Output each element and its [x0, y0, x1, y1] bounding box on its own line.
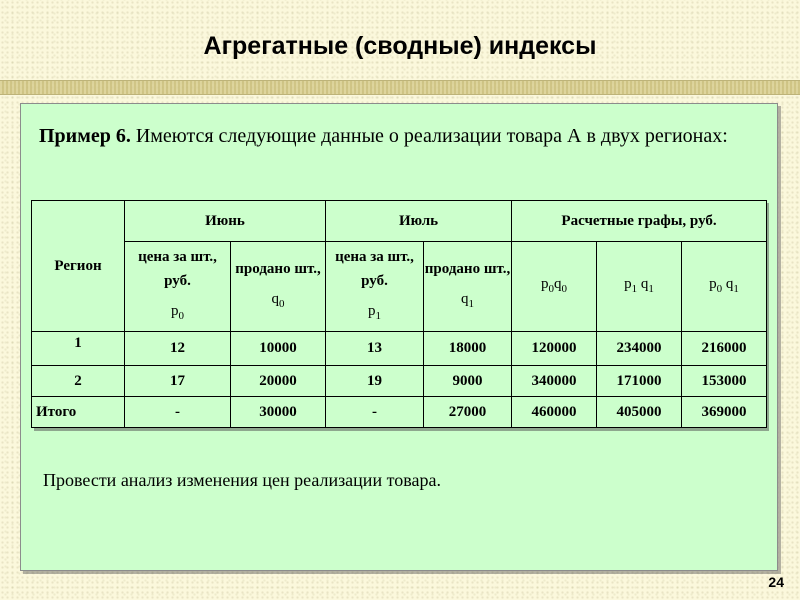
content-panel: [20, 103, 778, 571]
subheader-cell: [231, 242, 326, 332]
value-cell: 120000: [512, 332, 597, 366]
sales-table: [31, 200, 767, 428]
task-text: Провести анализ изменения цен реализации товара.: [43, 470, 441, 490]
value-cell: 10000: [231, 332, 326, 366]
table-row: [32, 332, 767, 366]
subheader-symbol: $p_0q_0$: [541, 276, 568, 295]
value-cell: 27000: [424, 397, 512, 428]
value-cell: -: [125, 397, 231, 428]
header-june: Июнь: [125, 201, 326, 242]
header-calc: Расчетные графы, руб.: [512, 201, 767, 242]
subheader-symbol: $p_1$: [368, 303, 381, 322]
subheader-symbol: $p_1$ $q_1$: [624, 276, 654, 295]
subheader-label: цена за шт., руб.: [335, 249, 414, 289]
region-cell: Итого: [32, 397, 125, 428]
value-cell: -: [326, 397, 424, 428]
subheader-cell: [682, 242, 767, 332]
value-cell: 216000: [682, 332, 767, 366]
header-region: Регион: [32, 201, 125, 332]
subheader-cell: [512, 242, 597, 332]
value-cell: 460000: [512, 397, 597, 428]
value-cell: 9000: [424, 366, 512, 397]
header-row-sub: [32, 242, 767, 332]
subheader-cell: [125, 242, 231, 332]
page-number: 24: [768, 574, 784, 590]
subheader-symbol: $p_0$: [171, 303, 184, 322]
value-cell: 30000: [231, 397, 326, 428]
value-cell: 19: [326, 366, 424, 397]
subheader-cell: [326, 242, 424, 332]
subheader-cell: [424, 242, 512, 332]
subheader-label: продано шт.,: [235, 261, 321, 277]
table-row: [32, 366, 767, 397]
example-label: Пример 6.: [39, 125, 131, 147]
subheader-symbol: $q_0$: [271, 291, 285, 310]
header-july: Июль: [326, 201, 512, 242]
value-cell: 340000: [512, 366, 597, 397]
example-description: Имеются следующие данные о реализации товара А в двух регионах:: [130, 125, 728, 147]
value-cell: 13: [326, 332, 424, 366]
value-cell: 17: [125, 366, 231, 397]
subheader-symbol: $q_1$: [461, 291, 474, 310]
table-row: [32, 397, 767, 428]
data-table-wrapper: [31, 200, 766, 428]
region-cell: 2: [32, 366, 125, 397]
subheader-symbol: $p_0$ $q_1$: [709, 276, 739, 295]
value-cell: 20000: [231, 366, 326, 397]
table-body: [32, 332, 767, 428]
subheader-label: продано шт.,: [424, 261, 511, 277]
value-cell: 12: [125, 332, 231, 366]
value-cell: 153000: [682, 366, 767, 397]
subheader-label: цена за шт., руб.: [138, 249, 217, 289]
region-cell: 1: [32, 332, 125, 366]
title-divider: [0, 80, 800, 95]
example-intro: [39, 124, 739, 149]
value-cell: 369000: [682, 397, 767, 428]
value-cell: 171000: [597, 366, 682, 397]
value-cell: 234000: [597, 332, 682, 366]
value-cell: 405000: [597, 397, 682, 428]
subheader-cell: [597, 242, 682, 332]
value-cell: 18000: [424, 332, 512, 366]
slide-title: Агрегатные (сводные) индексы: [203, 32, 597, 60]
header-row-main: [32, 201, 767, 242]
